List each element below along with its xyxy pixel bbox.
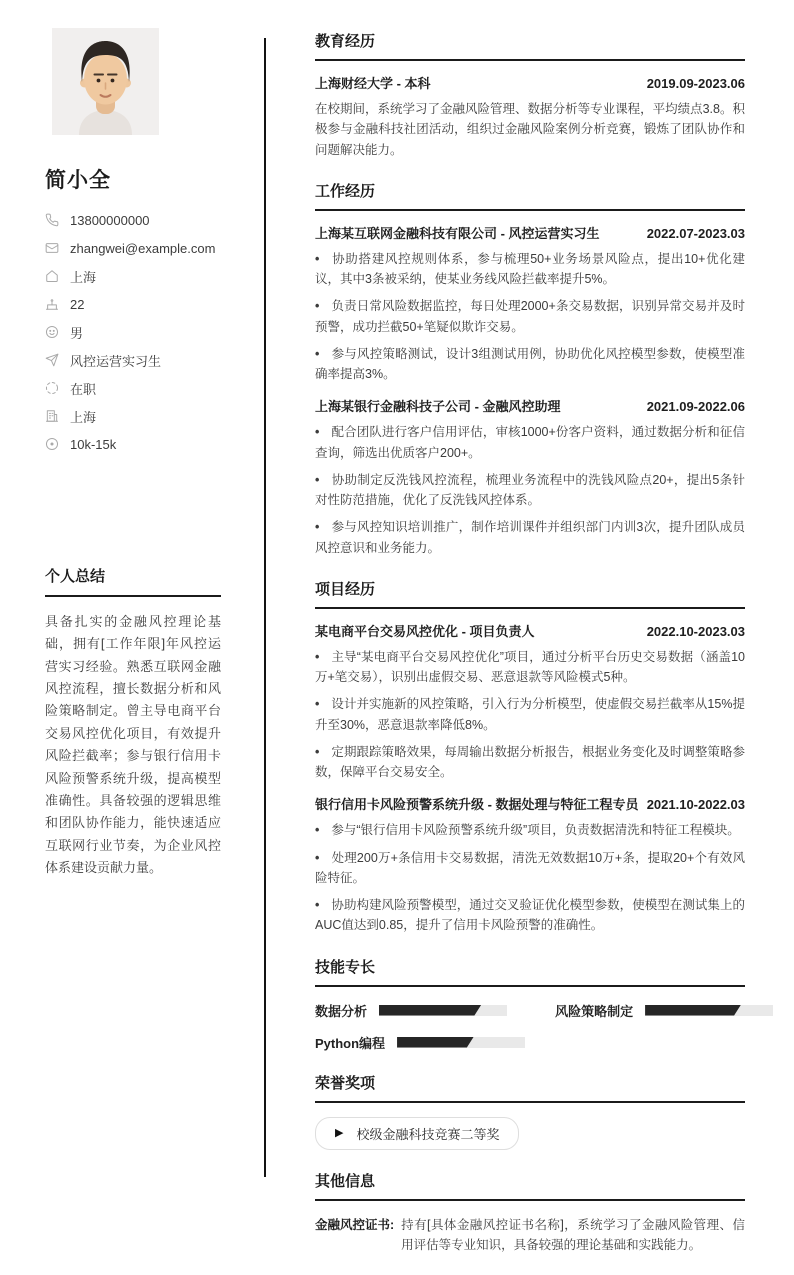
entry-bullet: • 设计并实施新的风控策略，引入行为分析模型，使虚假交易拦截率从15%提升至30%，恶意退款率降低8%。 xyxy=(315,694,745,735)
entry-bullet: • 定期跟踪策略效果，每周输出数据分析报告，根据业务变化及时调整策略参数，保障平台交易安全。 xyxy=(315,742,745,783)
contact-value: 13800000000 xyxy=(70,212,150,228)
entry-date: 2019.09-2023.06 xyxy=(646,76,745,91)
target-icon xyxy=(45,437,59,451)
skill-item xyxy=(315,1033,525,1052)
other-info-item xyxy=(315,1215,745,1256)
entry xyxy=(315,794,745,935)
section-education xyxy=(315,30,745,160)
section-work xyxy=(315,180,745,558)
entry-bullet: • 协助构建风险预警模型，通过交叉验证优化模型参数，使模型在测试集上的AUC值达到0.85，提升了信用卡风险预警的准确性。 xyxy=(315,895,745,936)
summary-text: 具备扎实的金融风控理论基础，拥有[工作年限]年风控运营实习经验。熟悉互联网金融风控流程，擅长数据分析和风险策略制定。曾主导电商平台交易风控优化项目，有效提升风险拦截率；参与银行信用卡风险预警系统升级，提高模型准确性。具备较强的逻辑思维和团队协作能力，能快速适应互联网行业节奏，为企业风控体系建设贡献力量。 xyxy=(45,614,221,875)
portrait-illustration xyxy=(52,28,159,135)
avatar-photo xyxy=(52,28,159,135)
paper-plane-icon xyxy=(45,353,59,367)
skill-bar-fill xyxy=(645,1005,741,1016)
entry-title: 某电商平台交易风控优化 - 项目负责人 xyxy=(315,623,535,639)
entry-bullet: • 主导“某电商平台交易风控优化”项目，通过分析平台历史交易数据（涵盖10万+笔交易），识别出虚假交易、恶意退款等风险模式5种。 xyxy=(315,647,745,688)
skill-bar-track xyxy=(397,1037,525,1048)
entry-header xyxy=(315,621,745,640)
contact-item xyxy=(45,435,221,453)
building-icon xyxy=(45,409,59,423)
candidate-name: 简小全 xyxy=(45,169,111,192)
contact-item xyxy=(45,351,221,369)
contact-value: 22 xyxy=(70,296,85,312)
cake-icon xyxy=(45,297,59,311)
status-circle-icon xyxy=(45,381,59,395)
honor-badge xyxy=(315,1117,519,1150)
skill-label: 数据分析 xyxy=(315,1003,368,1019)
entry-bullet: • 参与风控知识培训推广，制作培训课件并组织部门内训3次，提升团队成员风控意识和业务能力。 xyxy=(315,517,745,558)
main-content xyxy=(315,30,745,1275)
badge-list xyxy=(315,1117,745,1150)
contact-value: 上海 xyxy=(70,409,97,425)
entry xyxy=(315,73,745,160)
contact-item xyxy=(45,239,221,257)
entry-header xyxy=(315,396,745,415)
entry xyxy=(315,621,745,783)
skill-bar-track xyxy=(645,1005,773,1016)
home-icon xyxy=(45,269,59,283)
summary-title: 个人总结 xyxy=(45,565,221,597)
contact-list xyxy=(45,211,221,453)
contact-item xyxy=(45,295,221,313)
entry-header xyxy=(315,73,745,92)
section-projects xyxy=(315,578,745,936)
section-title: 项目经历 xyxy=(315,578,745,609)
entry-bullet: • 配合团队进行客户信用评估，审核1000+份客户资料，通过数据分析和征信查询，筛选出优质客户200+。 xyxy=(315,422,745,463)
contact-value: 在职 xyxy=(70,381,97,397)
contact-item xyxy=(45,379,221,397)
entry-date: 2021.10-2022.03 xyxy=(646,797,745,813)
section-other xyxy=(315,1170,745,1256)
skill-bar-fill xyxy=(397,1037,474,1048)
section-skills xyxy=(315,956,745,1052)
other-info-text: 持有[具体金融风控证书名称]，系统学习了金融风险管理、信用评估等专业知识，具备较强的理论基础和实践能力。 xyxy=(401,1217,745,1252)
contact-value: zhangwei@example.com xyxy=(70,240,216,256)
honors-title: 荣誉奖项 xyxy=(315,1072,745,1103)
entry-title: 上海某互联网金融科技有限公司 - 风控运营实习生 xyxy=(315,225,600,241)
contact-value: 上海 xyxy=(70,269,97,285)
entry-date: 2022.10-2023.03 xyxy=(646,623,745,639)
honor-badge-label: 校级金融科技竞赛二等奖 xyxy=(356,1126,500,1142)
skills-title: 技能专长 xyxy=(315,956,745,987)
other-item-list xyxy=(315,1215,745,1256)
skill-bar-track xyxy=(379,1005,507,1016)
skill-label: 风险策略制定 xyxy=(555,1003,634,1019)
contact-item xyxy=(45,407,221,425)
entry-title: 上海某银行金融科技子公司 - 金融风控助理 xyxy=(315,399,561,415)
entry xyxy=(315,396,745,558)
entry-title: 银行信用卡风险预警系统升级 - 数据处理与特征工程专员 xyxy=(315,797,639,813)
entry-title: 上海财经大学 - 本科 xyxy=(315,76,431,91)
entry-bullet: • 协助搭建风控规则体系，参与梳理50+业务场景风险点，提出10+优化建议，其中3条被采纳，使某业务线风险拦截率提升5%。 xyxy=(315,249,745,290)
sidebar xyxy=(45,28,221,879)
other-title: 其他信息 xyxy=(315,1170,745,1201)
entry-date: 2021.09-2022.06 xyxy=(646,399,745,415)
entry-header xyxy=(315,223,745,242)
face-icon xyxy=(45,325,59,339)
other-info-label: 金融风控证书: xyxy=(315,1217,395,1232)
entry-header xyxy=(315,794,745,813)
skill-label: Python编程 xyxy=(315,1035,386,1051)
entry-bullet: • 处理200万+条信用卡交易数据，清洗无效数据10万+条，提取20+个有效风险特征。 xyxy=(315,848,745,889)
section-honors xyxy=(315,1072,745,1150)
skill-item xyxy=(315,1001,525,1020)
column-divider xyxy=(264,38,266,1177)
phone-icon xyxy=(45,213,59,227)
entry-bullet: • 负责日常风险数据监控，每日处理2000+条交易数据，识别异常交易并及时预警，成功拦截50+笔疑似欺诈交易。 xyxy=(315,296,745,337)
mail-icon xyxy=(45,241,59,255)
skill-bar-fill xyxy=(379,1005,481,1016)
skill-item xyxy=(555,1001,773,1020)
section-title: 工作经历 xyxy=(315,180,745,211)
contact-value: 风控运营实习生 xyxy=(70,353,162,369)
contact-item xyxy=(45,211,221,229)
contact-value: 男 xyxy=(70,325,84,341)
entry-bullet: • 参与“银行信用卡风险预警系统升级”项目，负责数据清洗和特征工程模块。 xyxy=(315,820,745,840)
section-title: 教育经历 xyxy=(315,30,745,61)
entry xyxy=(315,223,745,385)
contact-item xyxy=(45,323,221,341)
entry-sections xyxy=(315,30,745,936)
entry-description: 在校期间，系统学习了金融风险管理、数据分析等专业课程，平均绩点3.8。积极参与金融科技社团活动，组织过金融风险案例分析竞赛，锻炼了团队协作和问题解决能力。 xyxy=(315,102,745,157)
play-icon: ▶ xyxy=(335,1126,344,1139)
entry-bullet: • 参与风控策略测试，设计3组测试用例，协助优化风控模型参数，使模型准确率提高3%。 xyxy=(315,344,745,385)
contact-item xyxy=(45,267,221,285)
entry-date: 2022.07-2023.03 xyxy=(646,225,745,241)
skills-grid xyxy=(315,1001,745,1052)
entry-bullet: • 协助制定反洗钱风控流程，梳理业务流程中的洗钱风险点20+，提出5条针对性防范措施，优化了反洗钱风控体系。 xyxy=(315,470,745,511)
contact-value: 10k-15k xyxy=(70,436,117,452)
